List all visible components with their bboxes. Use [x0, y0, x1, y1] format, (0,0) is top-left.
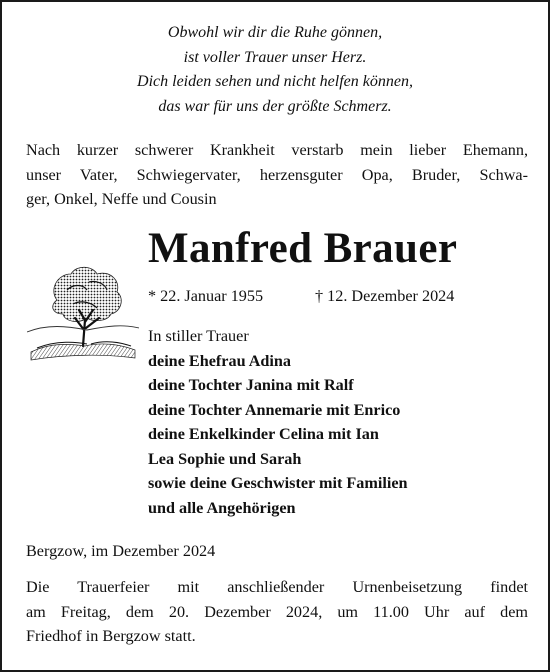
mourner-line: deine Tochter Annemarie mit Enrico [148, 400, 401, 419]
poem-line: das war für uns der größte Schmerz. [158, 97, 392, 115]
place-and-date: Bergzow, im Dezember 2024 [26, 542, 216, 560]
poem-line: Dich leiden sehen und nicht helfen können, [137, 73, 413, 90]
mourners-heading: In stiller Trauer [148, 327, 249, 345]
mourner-line: deine Enkelkinder Celina mit Ian [148, 425, 379, 443]
announcement-line: Nach kurzer schwerer Krankheit verstarb mein lieber Ehemann, [26, 141, 528, 159]
death-date: † 12. Dezember 2024 [315, 287, 455, 305]
announcement-line: unser Vater, Schwiegervater, herzensguter Opa, Bruder, Schwa- [26, 165, 528, 184]
birth-date: * 22. Januar 1955 [148, 287, 264, 305]
poem-line: ist voller Trauer unser Herz. [183, 48, 367, 66]
tree-landscape-icon [27, 260, 139, 364]
memorial-poem [2, 21, 548, 119]
mourners-list [148, 324, 408, 520]
mourner-line: sowie deine Geschwister mit Familien [148, 474, 408, 492]
funeral-details [26, 575, 528, 649]
funeral-line: Friedhof in Bergzow statt. [26, 627, 196, 645]
funeral-line: Die Trauerfeier mit anschließender Urnenbeisetzung findet [26, 578, 528, 596]
funeral-line: am Freitag, dem 20. Dezember 2024, um 11.00 Uhr auf dem [26, 602, 528, 621]
mourner-line: und alle Angehörigen [148, 498, 296, 517]
mourner-line: deine Ehefrau Adina [148, 351, 292, 370]
announcement-line: ger, Onkel, Neffe und Cousin [26, 190, 217, 208]
mourner-line: Lea Sophie und Sarah [148, 449, 302, 468]
death-announcement [26, 138, 528, 212]
mourner-line: deine Tochter Janina mit Ralf [148, 376, 354, 394]
poem-line: Obwohl wir dir die Ruhe gönnen, [167, 24, 383, 41]
deceased-name: Manfred Brauer [148, 225, 458, 272]
life-dates [148, 286, 455, 306]
